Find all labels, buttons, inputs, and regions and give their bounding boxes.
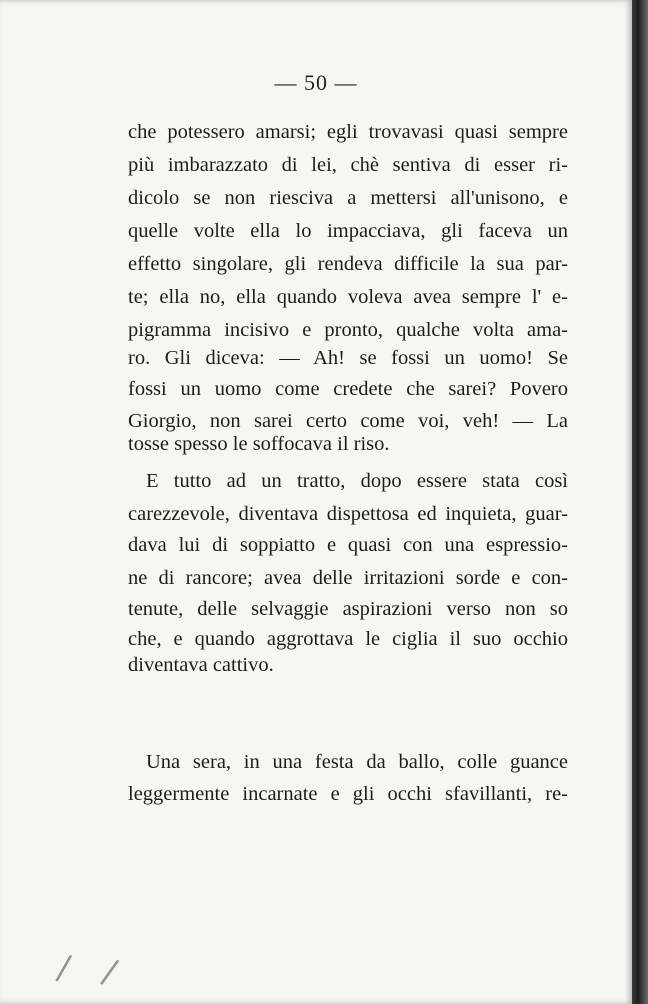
text-line: che, e quando aggrottava le ciglia il suo occhio: [128, 628, 568, 650]
text-line: Giorgio, non sarei certo come voi, veh! — La: [128, 410, 568, 432]
text-line: fossi un uomo come credete che sarei? Povero: [128, 378, 568, 400]
text-line: ro. Gli diceva: — Ah! se fossi un uomo! Se: [128, 347, 568, 369]
page-edge-shadow: [632, 0, 648, 1004]
text-line: più imbarazzato di lei, chè sentiva di esser ri-: [128, 154, 568, 176]
pencil-mark: /: [98, 951, 122, 993]
text-line: ne di rancore; avea delle irritazioni sorde e con-: [128, 567, 568, 589]
text-line: tenute, delle selvaggie aspirazioni verso non so: [128, 598, 568, 620]
text-line: che potessero amarsi; egli trovavasi quasi sempre: [128, 121, 568, 143]
text-line: effetto singolare, gli rendeva difficile la sua par-: [128, 253, 568, 275]
paragraph-start-line: E tutto ad un tratto, dopo essere stata così: [146, 470, 568, 492]
paragraph-start-line: Una sera, in una festa da ballo, colle guance: [146, 751, 568, 773]
text-line: dava lui di soppiatto e quasi con una espressio-: [128, 534, 568, 556]
paragraph-end-line: tosse spesso le soffocava il riso.: [128, 433, 390, 455]
text-line: carezzevole, diventava dispettosa ed inquieta, guar-: [128, 503, 568, 525]
text-line: leggermente incarnate e gli occhi sfavillanti, re-: [128, 783, 568, 805]
text-line: quelle volte ella lo impacciava, gli faceva un: [128, 220, 568, 242]
page-number: — 50 —: [274, 70, 358, 95]
text-line: dicolo se non riesciva a mettersi all'unisono, e: [128, 187, 568, 209]
paragraph-end-line: diventava cattivo.: [128, 654, 274, 676]
text-line: te; ella no, ella quando voleva avea sempre l' e-: [128, 286, 568, 308]
pencil-mark: /: [53, 947, 74, 989]
text-line: pigramma incisivo e pronto, qualche volta ama-: [128, 319, 568, 341]
